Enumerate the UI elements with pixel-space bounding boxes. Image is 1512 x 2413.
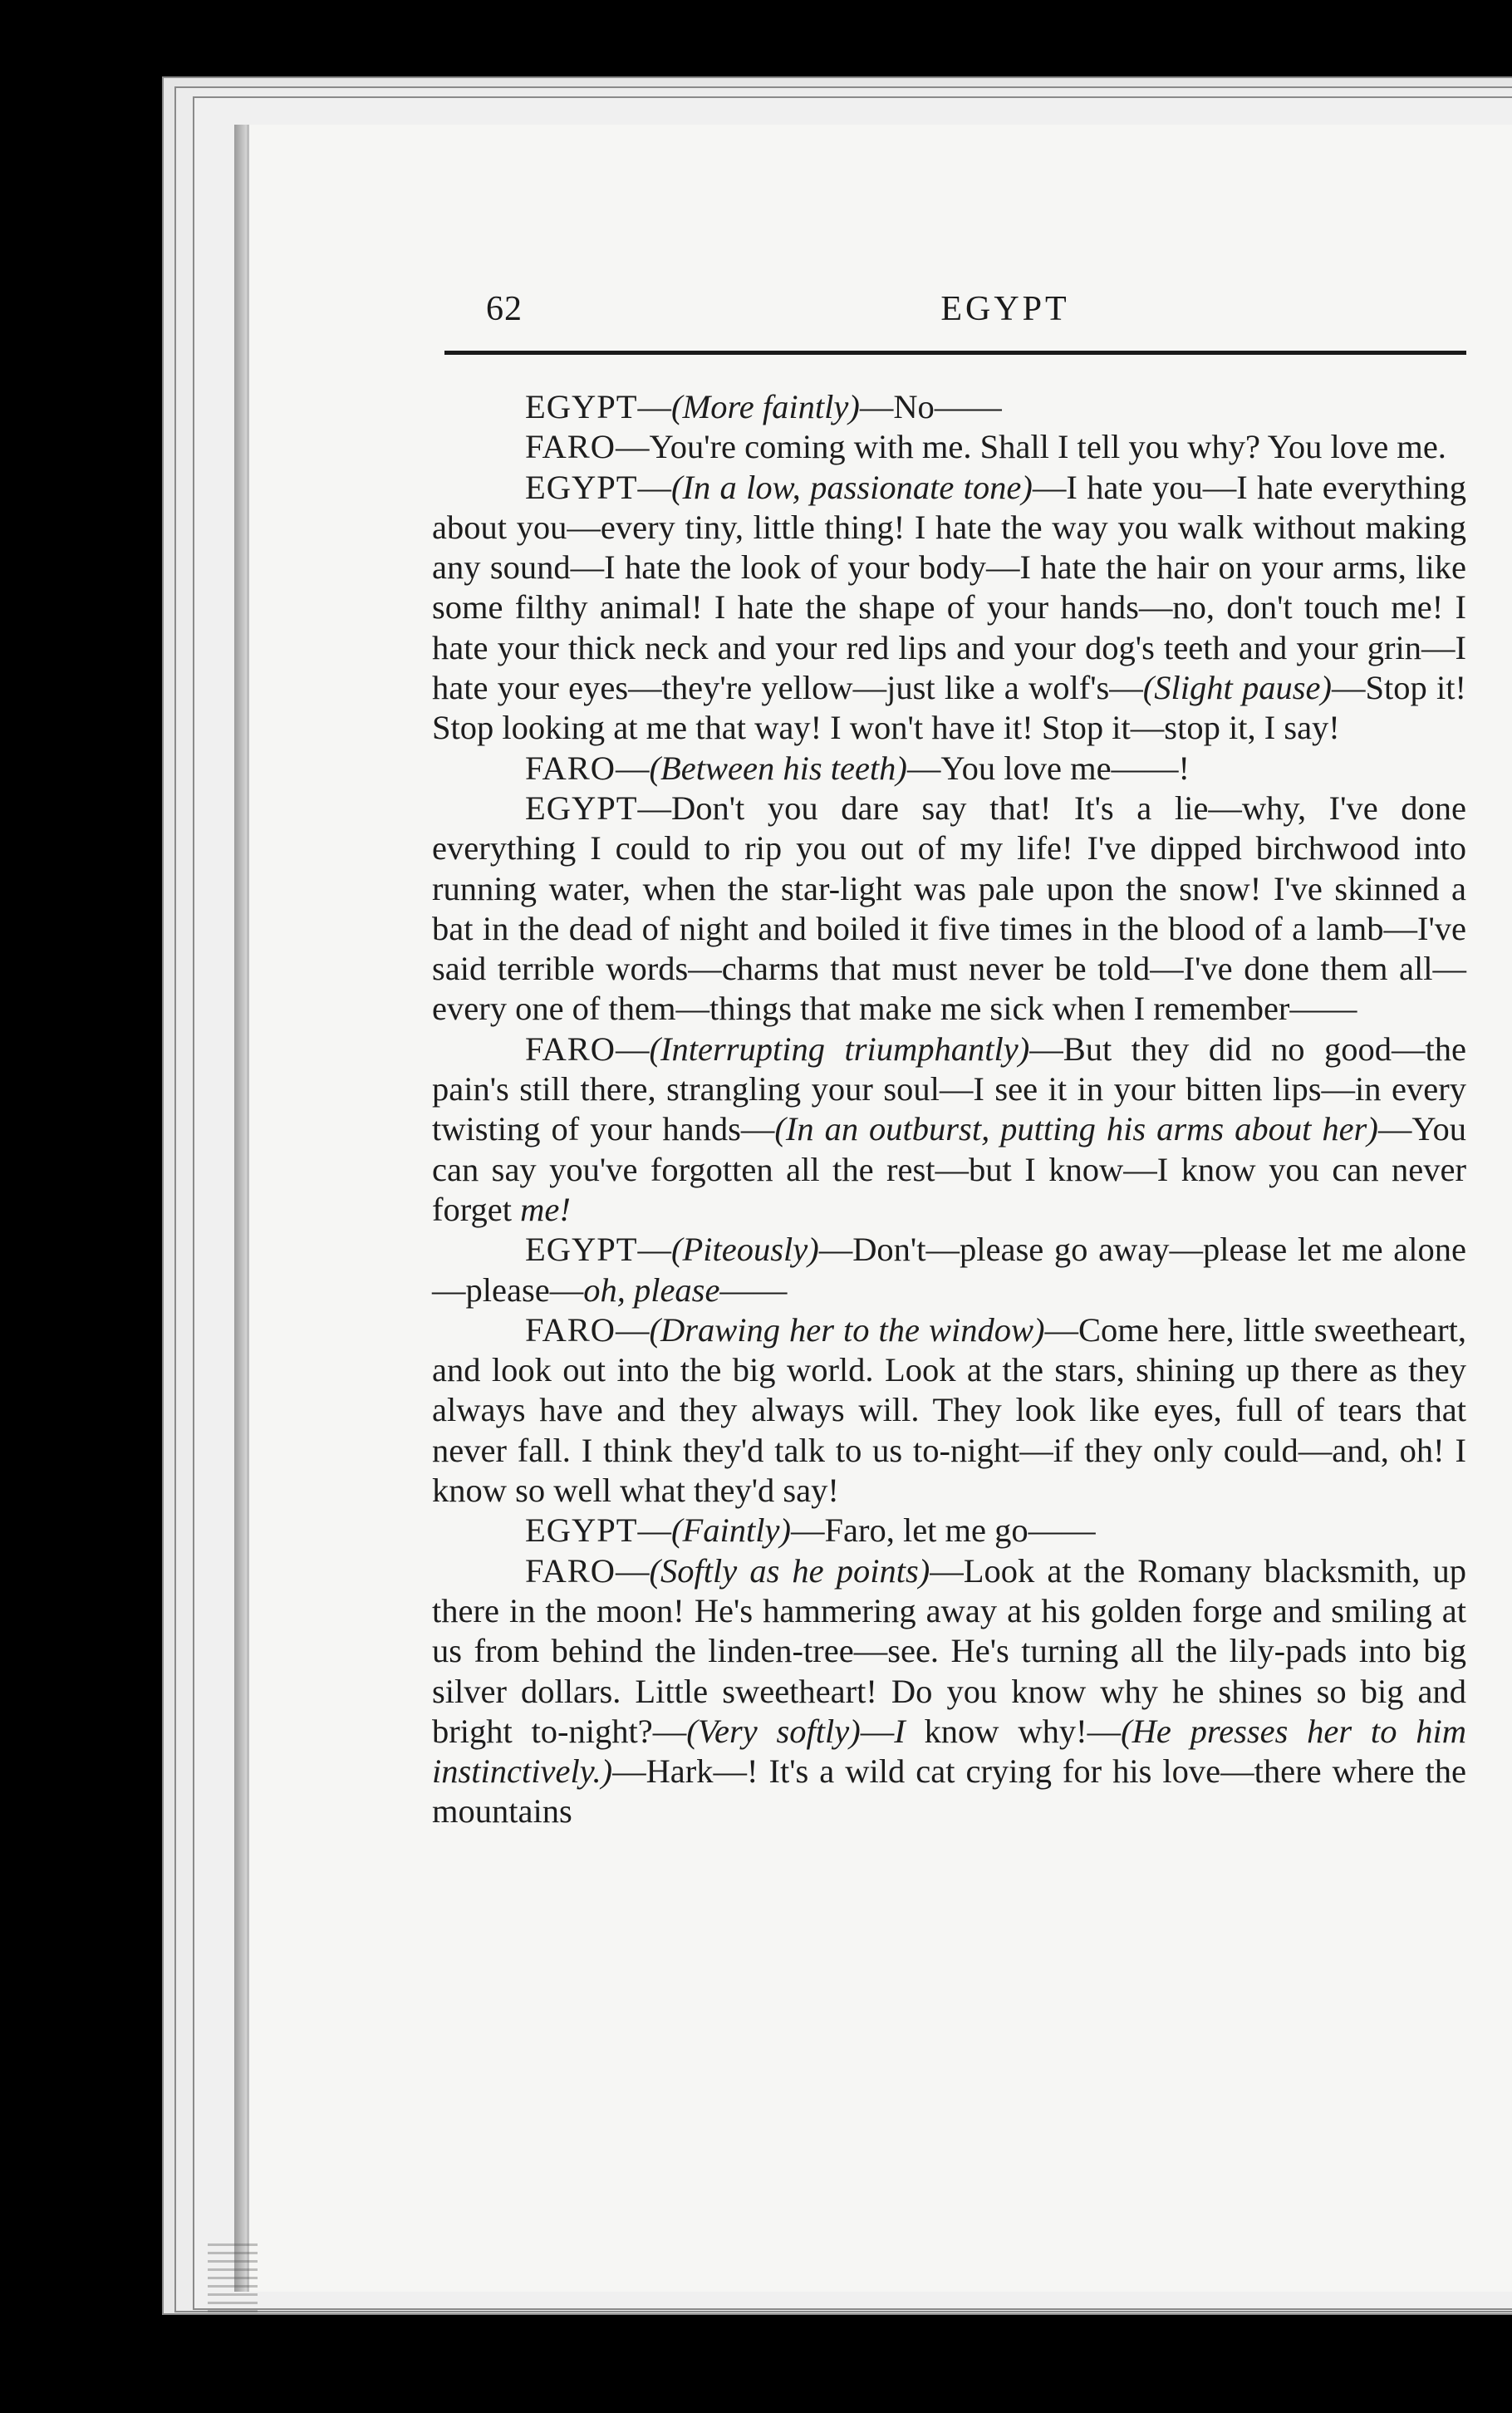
dialogue-text: —Look at the Romany blacksmith, up there in the moon! He's hammering away at his golden forge and smiling at us from behind the linden-tree—see. He's turning all the lily-pads into big silver dollars. Little sweetheart! Do you know why he shines so big and bright to-night?— [432, 1551, 1466, 1750]
stage-direction: (Drawing her to the window) [649, 1310, 1045, 1349]
dialogue-text: —You're coming with me. Shall I tell you why? You love me. [616, 428, 1446, 466]
dialogue-text: —You love me——! [906, 749, 1190, 787]
dialogue-paragraph [432, 1310, 1466, 1511]
stage-direction: (Very softly) [686, 1712, 861, 1750]
dialogue-text: — [637, 1231, 671, 1269]
header-rule [444, 351, 1466, 355]
gutter-shadow [234, 125, 249, 2292]
dialogue-paragraph [432, 1511, 1466, 1551]
dialogue-paragraph [432, 1030, 1466, 1230]
stage-direction: (Faintly) [671, 1511, 791, 1550]
dialogue-paragraph [432, 1230, 1466, 1310]
dialogue-text: —Don't you dare say that! It's a lie—why, I've done everything I could to rip you out of my life! I've dipped birchwood into running water, when the star-light was pale upon the snow! I've skinned a bat in the dead of night and boiled it five times in the blood of a lamb—I've said terrible words—charms that must never be told—I've done them all—every one of them—things that make me sick when I remember—— [432, 789, 1466, 1028]
dialogue-text: —No—— [859, 388, 1002, 425]
speaker-name: EGYPT [525, 468, 638, 506]
stage-direction: (Interrupting triumphantly) [649, 1030, 1030, 1068]
speaker-name: EGYPT [525, 789, 638, 827]
dialogue-text: — [860, 1712, 895, 1750]
dialogue-text: — [637, 1511, 671, 1550]
dialogue-text: —Hark—! It's a wild cat crying for his love—there where the mountains [432, 1752, 1466, 1831]
speaker-name: FARO [525, 1551, 616, 1590]
play-text [432, 387, 1466, 1832]
dialogue-text: — [616, 749, 650, 787]
speaker-name: FARO [525, 428, 616, 466]
speaker-name: FARO [525, 749, 616, 787]
stage-direction: (Slight pause) [1142, 669, 1332, 707]
stage-direction: (Between his teeth) [649, 749, 907, 787]
page-number: 62 [486, 290, 523, 328]
stage-direction: (In a low, passionate tone) [671, 468, 1033, 506]
dialogue-text: —Stop it! Stop looking at me that way! I won't have it! Stop it—stop it, I say! [432, 669, 1466, 747]
dialogue-text: — [616, 1551, 650, 1590]
dialogue-paragraph [432, 749, 1466, 789]
dialogue-text: —Don't—please go away—please let me alone—please— [432, 1231, 1466, 1309]
dialogue-paragraph [432, 468, 1466, 749]
dialogue-text: —Come here, little sweetheart, and look out into the big world. Look at the stars, shining up there as they always have and they always will. They look like eyes, full of tears that never fall. I think they'd talk to us to-night—if they only could—and, oh! I know so well what they'd say! [432, 1310, 1466, 1510]
stage-direction: me! [520, 1190, 571, 1228]
dialogue-paragraph [432, 789, 1466, 1030]
dialogue-text: — [637, 468, 671, 506]
stage-direction: (More faintly) [671, 388, 860, 425]
speaker-name: FARO [525, 1030, 616, 1068]
dialogue-text: — [637, 388, 671, 425]
dialogue-text: — [616, 1310, 650, 1349]
dialogue-text: —I hate you—I hate everything about you—every tiny, little thing! I hate the way you walk without making any sound—I hate the look of your body—I hate the hair on your arms, like some filthy animal! I hate the shape of your hands—no, don't touch me! I hate your thick neck and your red lips and your dog's teeth and your grin—I hate your eyes—they're yellow—just like a wolf's— [432, 468, 1466, 707]
stage-direction: (Piteously) [671, 1231, 819, 1269]
stage-direction: oh, please [583, 1270, 720, 1309]
stage-direction: (Softly as he points) [649, 1551, 930, 1590]
speaker-name: EGYPT [525, 388, 638, 425]
running-header [444, 289, 1466, 354]
speaker-name: EGYPT [525, 1231, 638, 1269]
dialogue-text: —Faro, let me go—— [790, 1511, 1096, 1550]
dialogue-paragraph [432, 427, 1466, 467]
dialogue-paragraph [432, 1551, 1466, 1832]
stage-direction: I [894, 1712, 906, 1750]
stage-direction: (He presses her to him instinctively.) [432, 1712, 1466, 1791]
speaker-name: FARO [525, 1310, 616, 1349]
stage-direction: (In an outburst, putting his arms about her) [774, 1110, 1378, 1148]
dialogue-text: —But they did no good—the pain's still there, strangling your soul—I see it in your bitten lips—in every twisting of your hands— [432, 1030, 1466, 1148]
dialogue-text: — [616, 1030, 650, 1068]
dialogue-text: —— [719, 1270, 788, 1309]
speaker-name: EGYPT [525, 1511, 638, 1550]
dialogue-text: know why!— [905, 1712, 1122, 1750]
dialogue-text: —You can say you've forgotten all the rest—but I know—I know you can never forget [432, 1110, 1467, 1228]
running-title: EGYPT [940, 290, 1070, 328]
page-edge-marks [208, 2243, 258, 2318]
dialogue-paragraph [432, 387, 1466, 427]
